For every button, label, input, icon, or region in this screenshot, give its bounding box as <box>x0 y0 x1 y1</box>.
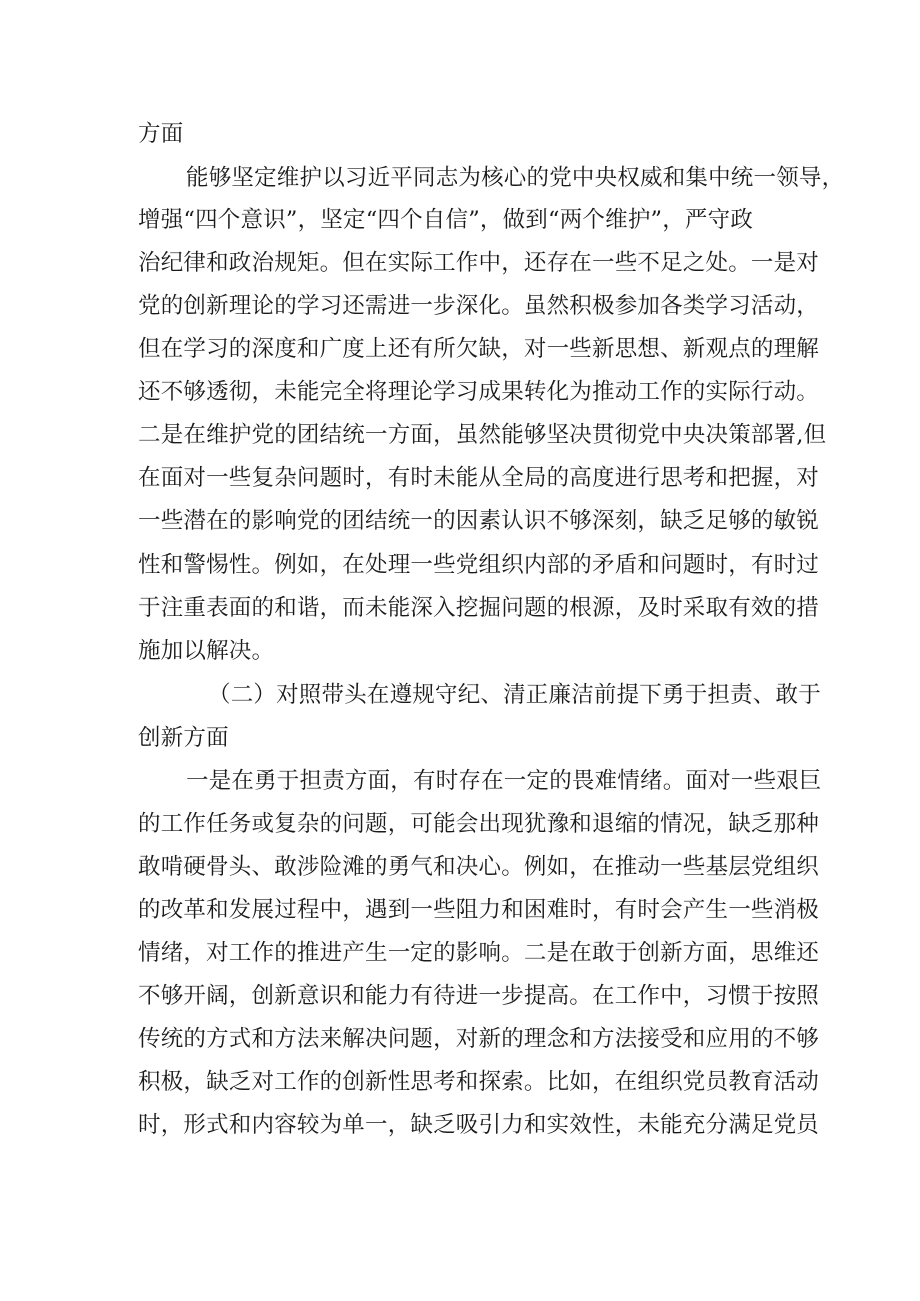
paragraph-first-line: 一是在勇于担责方面，有时存在一定的畏难情绪。面对一些艰巨 <box>186 768 822 794</box>
text-line: 情绪，对工作的推进产生一定的影响。二是在敢于创新方面，思维还 <box>138 940 820 966</box>
text-line: 传统的方式和方法来解决问题，对新的理念和方法接受和应用的不够 <box>138 1026 820 1052</box>
text-line: 于注重表面的和谐，而未能深入挖掘问题的根源，及时采取有效的措 <box>138 595 820 621</box>
text-line: 二是在维护党的团结统一方面，虽然能够坚决贯彻党中央决策部署,但 <box>138 422 827 448</box>
text-line: 党的创新理论的学习还需进一步深化。虽然积极参加各类学习活动， <box>138 293 820 319</box>
text-line: 时，形式和内容较为单一，缺乏吸引力和实效性，未能充分满足党员 <box>138 1112 820 1138</box>
text-line: 治纪律和政治规矩。但在实际工作中，还存在一些不足之处。一是对 <box>138 250 820 276</box>
text-line: 但在学习的深度和广度上还有所欠缺，对一些新思想、新观点的理解 <box>138 336 820 362</box>
text-line: 敢啃硬骨头、敢涉险滩的勇气和决心。例如，在推动一些基层党组织 <box>138 854 820 880</box>
text-line: 不够开阔，创新意识和能力有待进一步提高。在工作中，习惯于按照 <box>138 983 820 1009</box>
text-line: 性和警惕性。例如，在处理一些党组织内部的矛盾和问题时，有时过 <box>138 552 820 578</box>
paragraph-first-line: 能够坚定维护以习近平同志为核心的党中央权威和集中统一领导， <box>186 165 845 191</box>
text-line: 还不够透彻，未能完全将理论学习成果转化为推动工作的实际行动。 <box>138 379 820 405</box>
text-line: 在面对一些复杂问题时，有时未能从全局的高度进行思考和把握，对 <box>138 465 820 491</box>
text-line: 一些潜在的影响党的团结统一的因素认识不够深刻，缺乏足够的敏锐 <box>138 508 820 534</box>
text-line: 的工作任务或复杂的问题，可能会出现犹豫和退缩的情况，缺乏那种 <box>138 811 820 837</box>
text-line: 施加以解决。 <box>138 638 275 664</box>
text-line: 方面 <box>138 121 184 147</box>
section-heading-line: 创新方面 <box>138 725 229 751</box>
text-line: 的改革和发展过程中，遇到一些阻力和困难时，有时会产生一些消极 <box>138 897 820 923</box>
text-line: 积极，缺乏对工作的创新性思考和探索。比如，在组织党员教育活动 <box>138 1069 820 1095</box>
text-line: 增强“四个意识”，坚定“四个自信”，做到“两个维护”，严守政 <box>138 207 754 233</box>
section-heading-line: （二）对照带头在遵规守纪、清正廉洁前提下勇于担责、敢于 <box>208 682 821 708</box>
